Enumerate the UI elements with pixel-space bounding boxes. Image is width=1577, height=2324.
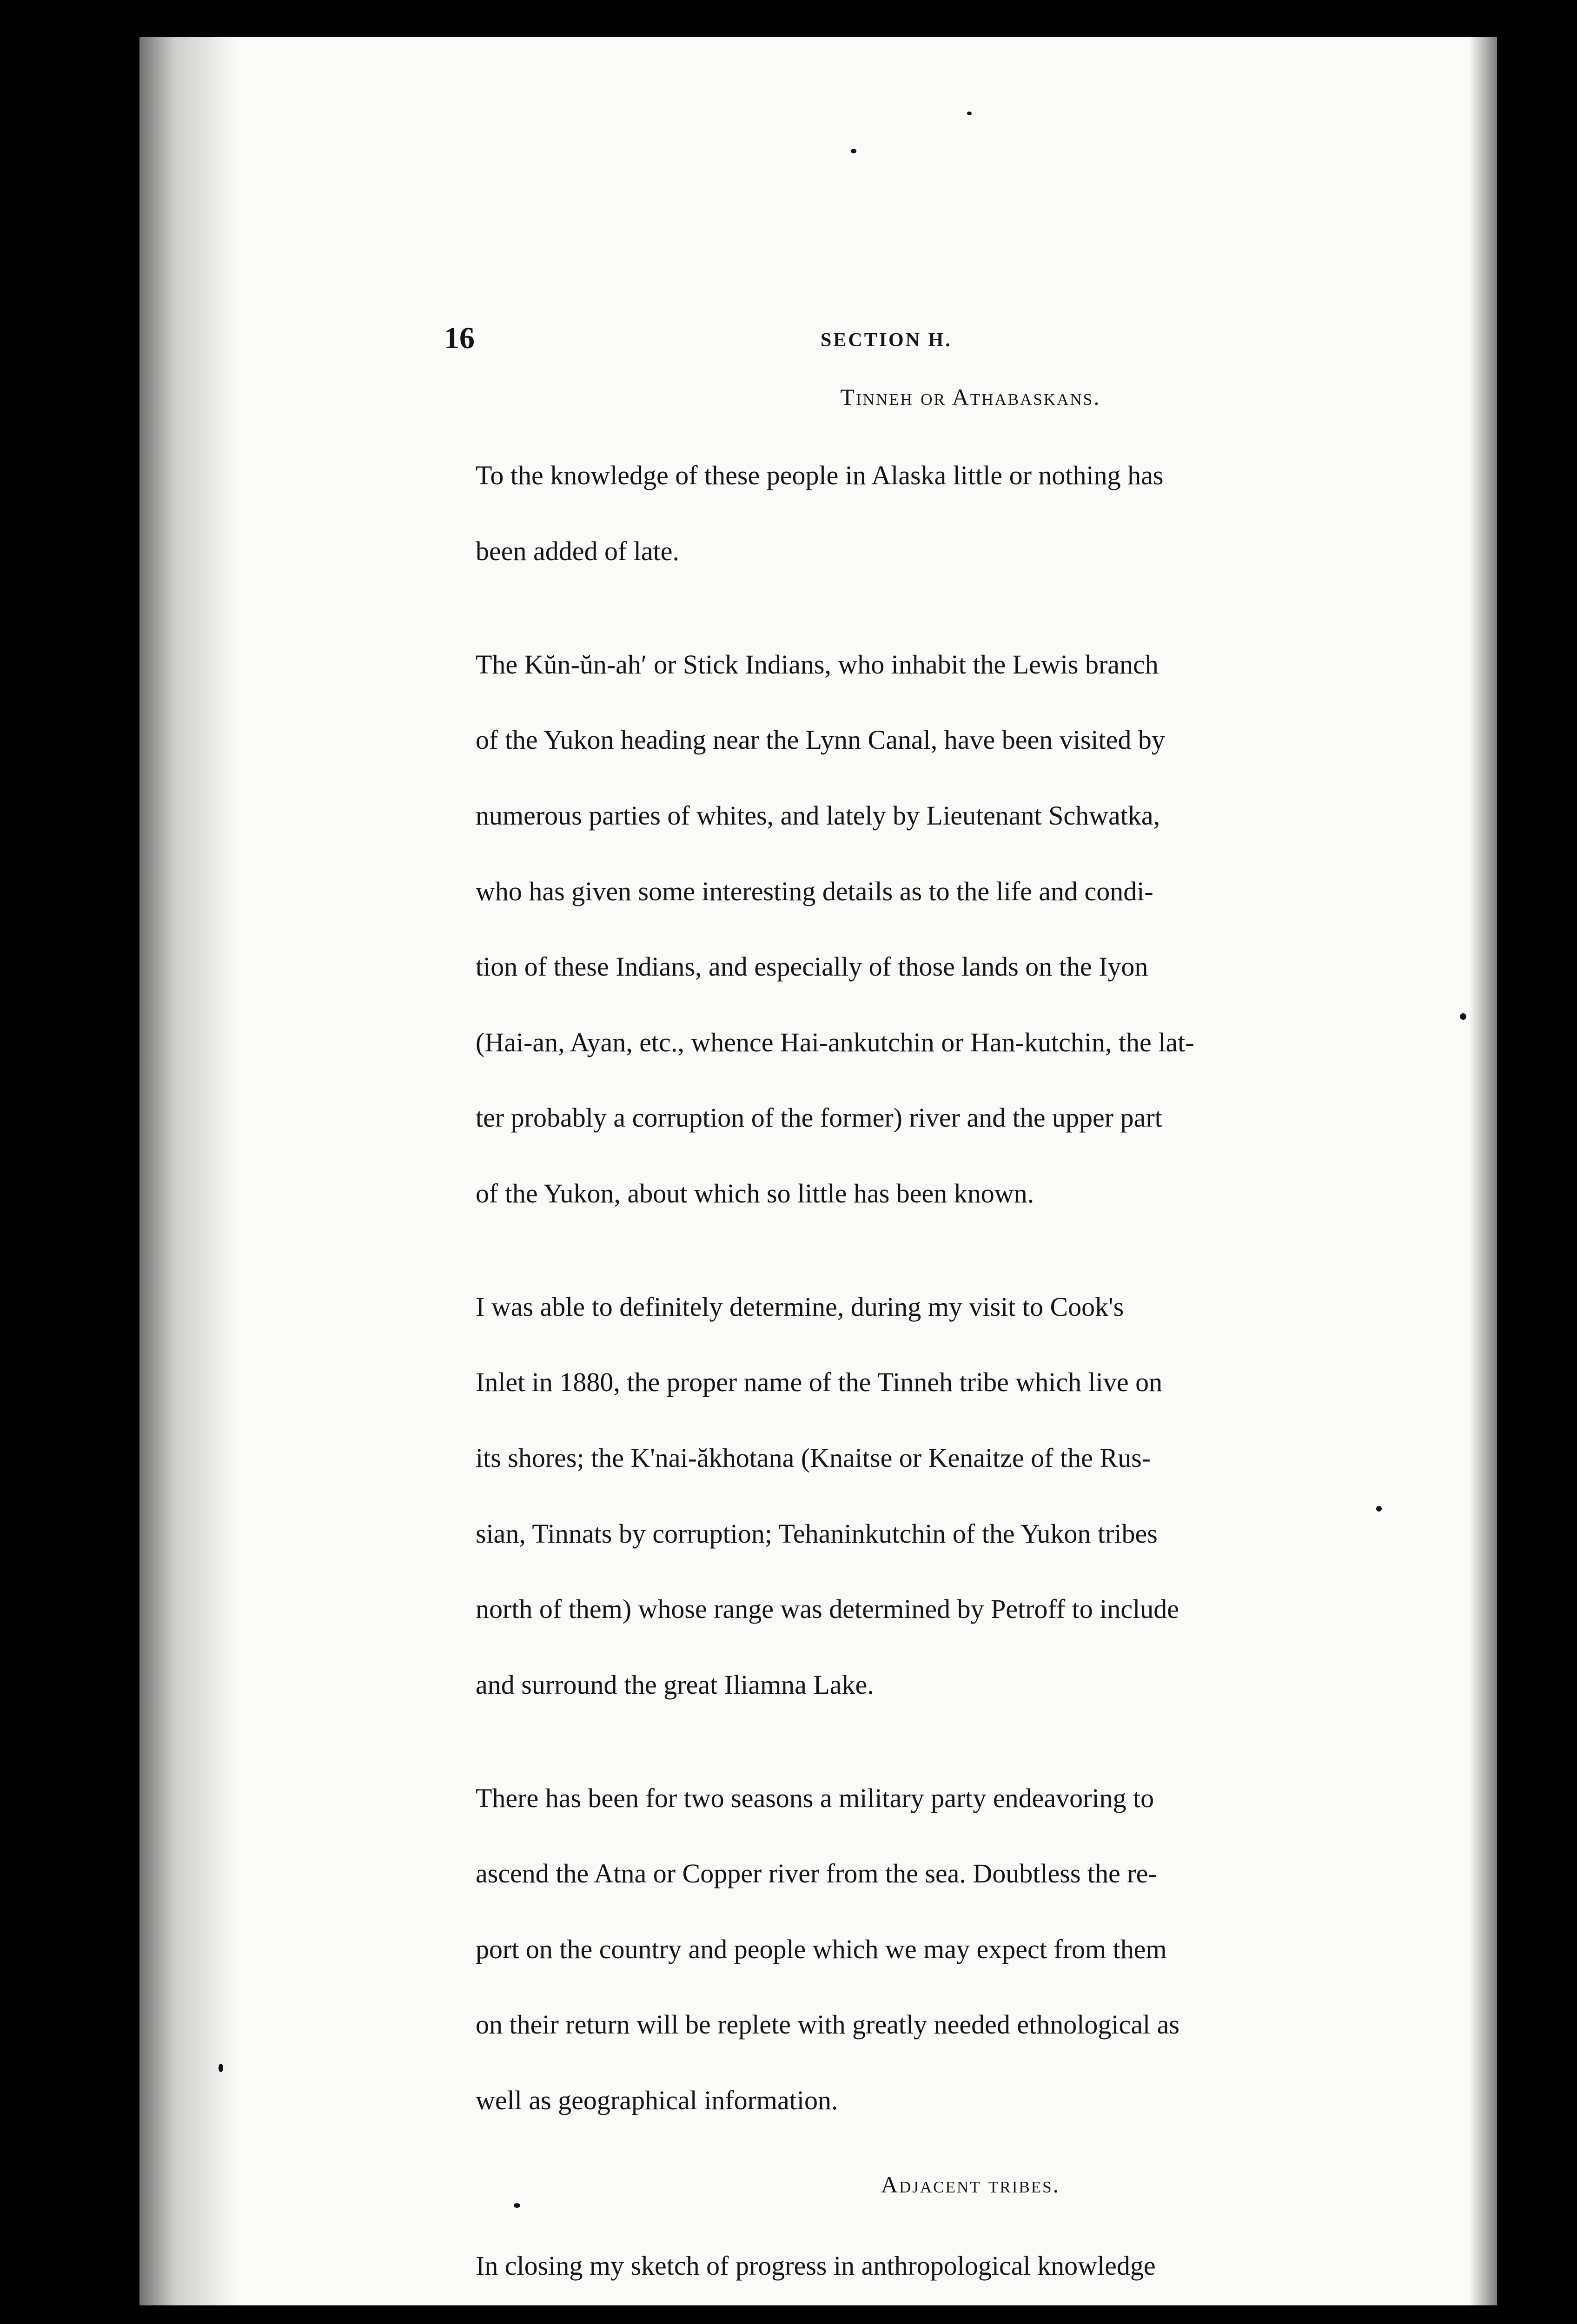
section-title: SECTION H. xyxy=(821,330,952,351)
running-head xyxy=(444,321,1497,381)
text-line: its shores; the K'nai-ăkhotana (Knaitse or Kenaitze of the Rus- xyxy=(476,1443,1151,1473)
scan-speck xyxy=(851,149,856,153)
text-line: been added of late. xyxy=(476,535,680,566)
text-line: To the knowledge of these people in Alaska little or nothing has xyxy=(476,460,1164,491)
paragraph-2 xyxy=(444,607,1497,1250)
paragraph-5 xyxy=(444,2209,1497,2305)
text-block xyxy=(444,321,1497,2305)
paragraph-1 xyxy=(444,419,1497,607)
text-line: north of them) whose range was determined by Petroff to include xyxy=(476,1594,1179,1624)
heading-tinneh: Tinneh or Athabaskans. xyxy=(840,384,1101,410)
text-line: ascend the Atna or Copper river from the sea. Doubtless the re- xyxy=(476,1858,1157,1889)
scan-speck xyxy=(219,2064,223,2072)
heading-adjacent-tribes: Adjacent tribes. xyxy=(881,2171,1060,2198)
paragraph-3 xyxy=(444,1250,1497,1742)
text-line: The Kŭn-ŭn-ah′ or Stick Indians, who inhabit the Lewis branch xyxy=(476,649,1159,680)
scan-speck xyxy=(1460,1013,1466,1020)
scan-speck xyxy=(514,2203,520,2208)
text-line: and surround the great Iliamna Lake. xyxy=(476,1669,874,1700)
text-line: on their return will be replete with greatly needed ethnological as xyxy=(476,2009,1179,2040)
text-line: Inlet in 1880, the proper name of the Tinneh tribe which live on xyxy=(476,1367,1163,1398)
binding-shadow xyxy=(139,37,237,2305)
text-line: (Hai-an, Ayan, etc., whence Hai-ankutchin or Han-kutchin, the lat- xyxy=(476,1027,1194,1057)
scan-speck xyxy=(967,112,972,115)
paragraph-4 xyxy=(444,1741,1497,2157)
text-line: sian, Tinnats by corruption; Tehaninkutchin of the Yukon tribes xyxy=(476,1518,1158,1549)
text-line: well as geographical information. xyxy=(476,2085,838,2116)
text-line: who has given some interesting details as to the life and condi- xyxy=(476,876,1153,906)
text-line: numerous parties of whites, and lately by Lieutenant Schwatka, xyxy=(476,800,1160,831)
text-line: of the Yukon heading near the Lynn Canal, have been visited by xyxy=(476,725,1165,755)
scan-speck xyxy=(1376,1506,1382,1512)
text-line: port on the country and people which we may expect from them xyxy=(476,1934,1167,1964)
text-line: I was able to definitely determine, during my visit to Cook's xyxy=(476,1291,1124,1322)
scanned-page xyxy=(139,37,1497,2305)
page-number: 16 xyxy=(444,321,475,355)
text-line: of the Yukon, about which so little has been known. xyxy=(476,1178,1034,1208)
text-line: ter probably a corruption of the former) river and the upper part xyxy=(476,1103,1162,1133)
text-line: tion of these Indians, and especially of those lands on the Iyon xyxy=(476,951,1148,982)
text-line: There has been for two seasons a military party endeavoring to xyxy=(476,1783,1154,1813)
text-line: In closing my sketch of progress in anthropological knowledge xyxy=(476,2250,1156,2281)
